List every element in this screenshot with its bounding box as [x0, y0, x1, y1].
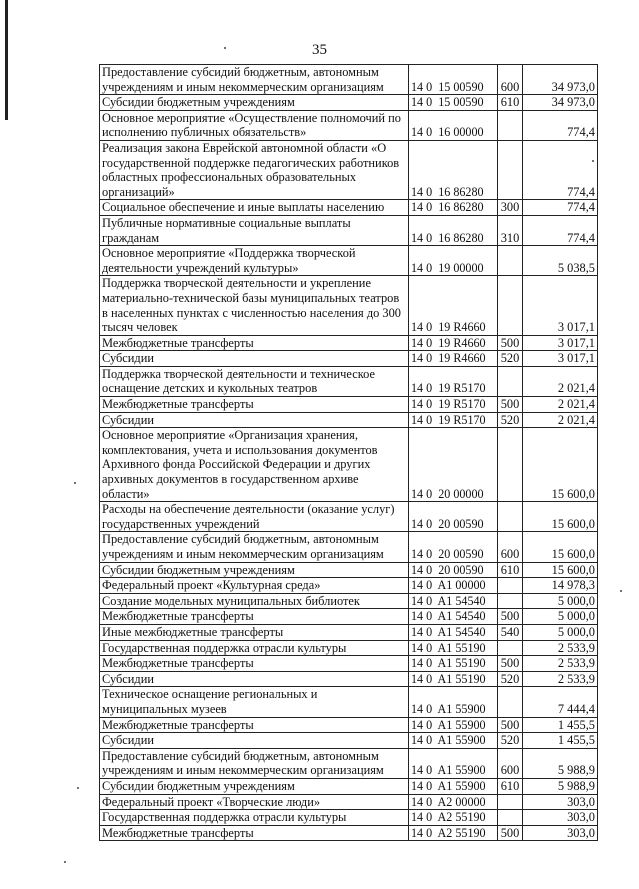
- row-code-cell: 14 0 19 R5170: [409, 412, 498, 428]
- table-row: [100, 748, 598, 778]
- row-code-cell: 14 0 16 86280: [409, 200, 498, 216]
- row-code-cell: 14 0 A1 55900: [409, 748, 498, 778]
- row-expense-type-cell: 500: [498, 825, 523, 841]
- row-code-cell: 14 0 20 00590: [409, 502, 498, 532]
- row-code-cell: 14 0 A1 55900: [409, 687, 498, 717]
- row-amount-cell: 34 973,0: [523, 65, 598, 95]
- row-code-cell: 14 0 19 R4660: [409, 351, 498, 367]
- row-expense-type-cell: 500: [498, 397, 523, 413]
- row-name-cell: Федеральный проект «Творческие люди»: [100, 794, 409, 810]
- row-code-cell: 14 0 16 86280: [409, 140, 498, 199]
- page-number: 35: [312, 42, 327, 58]
- row-code-cell: 14 0 A1 00000: [409, 578, 498, 594]
- row-amount-cell: 2 533,9: [523, 656, 598, 672]
- row-expense-type-cell: 310: [498, 215, 523, 245]
- row-code-cell: 14 0 A1 54540: [409, 624, 498, 640]
- table-row: [100, 366, 598, 396]
- table-row: [100, 215, 598, 245]
- table-row: [100, 351, 598, 367]
- row-amount-cell: 2 021,4: [523, 397, 598, 413]
- row-code-cell: 14 0 A1 55190: [409, 640, 498, 656]
- row-expense-type-cell: 500: [498, 335, 523, 351]
- row-code-cell: 14 0 A2 55190: [409, 810, 498, 826]
- row-expense-type-cell: 600: [498, 532, 523, 562]
- table-row: [100, 412, 598, 428]
- row-code-cell: 14 0 19 R5170: [409, 397, 498, 413]
- table-row: [100, 810, 598, 826]
- row-amount-cell: 5 988,9: [523, 748, 598, 778]
- table-row: [100, 428, 598, 502]
- table-row: [100, 200, 598, 216]
- row-name-cell: Межбюджетные трансферты: [100, 397, 409, 413]
- table-row: [100, 671, 598, 687]
- table-row: [100, 733, 598, 749]
- row-expense-type-cell: [498, 246, 523, 276]
- row-amount-cell: 15 600,0: [523, 562, 598, 578]
- row-name-cell: Социальное обеспечение и иные выплаты населению: [100, 200, 409, 216]
- row-amount-cell: 15 600,0: [523, 428, 598, 502]
- row-expense-type-cell: 600: [498, 65, 523, 95]
- row-name-cell: Предоставление субсидий бюджетным, автономным учреждениям и иным некоммерческим организациям: [100, 748, 409, 778]
- row-expense-type-cell: 500: [498, 609, 523, 625]
- row-code-cell: 14 0 19 R4660: [409, 335, 498, 351]
- row-name-cell: Государственная поддержка отрасли культуры: [100, 810, 409, 826]
- table-row: [100, 794, 598, 810]
- row-name-cell: Субсидии бюджетным учреждениям: [100, 778, 409, 794]
- row-expense-type-cell: 500: [498, 656, 523, 672]
- row-code-cell: 14 0 20 00590: [409, 562, 498, 578]
- scan-speck: [77, 787, 79, 789]
- row-expense-type-cell: 600: [498, 748, 523, 778]
- row-code-cell: 14 0 20 00590: [409, 532, 498, 562]
- row-expense-type-cell: 610: [498, 778, 523, 794]
- row-amount-cell: 3 017,1: [523, 276, 598, 335]
- table-row: [100, 825, 598, 841]
- row-expense-type-cell: [498, 810, 523, 826]
- row-amount-cell: 2 021,4: [523, 412, 598, 428]
- table-row: [100, 778, 598, 794]
- scan-speck: [74, 482, 76, 484]
- row-expense-type-cell: 520: [498, 351, 523, 367]
- row-expense-type-cell: [498, 640, 523, 656]
- row-code-cell: 14 0 A2 00000: [409, 794, 498, 810]
- row-amount-cell: 5 000,0: [523, 593, 598, 609]
- row-expense-type-cell: [498, 687, 523, 717]
- row-name-cell: Межбюджетные трансферты: [100, 609, 409, 625]
- row-expense-type-cell: 540: [498, 624, 523, 640]
- row-name-cell: Федеральный проект «Культурная среда»: [100, 578, 409, 594]
- row-code-cell: 14 0 A1 55900: [409, 733, 498, 749]
- row-expense-type-cell: [498, 593, 523, 609]
- row-amount-cell: 303,0: [523, 810, 598, 826]
- row-code-cell: 14 0 A1 54540: [409, 609, 498, 625]
- row-code-cell: 14 0 15 00590: [409, 95, 498, 111]
- row-code-cell: 14 0 16 86280: [409, 215, 498, 245]
- table-row: [100, 640, 598, 656]
- row-name-cell: Основное мероприятие «Осуществление полномочий по исполнению публичных обязательств»: [100, 110, 409, 140]
- row-name-cell: Основное мероприятие «Поддержка творческой деятельности учреждений культуры»: [100, 246, 409, 276]
- row-amount-cell: 14 978,3: [523, 578, 598, 594]
- row-amount-cell: 303,0: [523, 794, 598, 810]
- row-code-cell: 14 0 20 00000: [409, 428, 498, 502]
- row-expense-type-cell: 610: [498, 562, 523, 578]
- row-name-cell: Межбюджетные трансферты: [100, 717, 409, 733]
- row-amount-cell: 1 455,5: [523, 733, 598, 749]
- table-row: [100, 532, 598, 562]
- row-name-cell: Субсидии бюджетным учреждениям: [100, 95, 409, 111]
- row-name-cell: Иные межбюджетные трансферты: [100, 624, 409, 640]
- row-code-cell: 14 0 A1 55900: [409, 778, 498, 794]
- row-expense-type-cell: 520: [498, 733, 523, 749]
- row-name-cell: Поддержка творческой деятельности и укрепление материально-технической базы муниципальных театров в населенных пунктах с численностью населения до 300 тысяч человек: [100, 276, 409, 335]
- table-row: [100, 140, 598, 199]
- row-amount-cell: 15 600,0: [523, 502, 598, 532]
- row-expense-type-cell: 610: [498, 95, 523, 111]
- row-name-cell: Субсидии: [100, 671, 409, 687]
- row-expense-type-cell: [498, 794, 523, 810]
- row-expense-type-cell: [498, 110, 523, 140]
- row-amount-cell: 5 988,9: [523, 778, 598, 794]
- row-expense-type-cell: 520: [498, 412, 523, 428]
- row-amount-cell: 2 533,9: [523, 640, 598, 656]
- row-expense-type-cell: [498, 428, 523, 502]
- row-expense-type-cell: [498, 578, 523, 594]
- table-row: [100, 624, 598, 640]
- row-code-cell: 14 0 A1 54540: [409, 593, 498, 609]
- row-expense-type-cell: 520: [498, 671, 523, 687]
- row-code-cell: 14 0 16 00000: [409, 110, 498, 140]
- row-name-cell: Межбюджетные трансферты: [100, 656, 409, 672]
- row-name-cell: Субсидии: [100, 733, 409, 749]
- row-expense-type-cell: 300: [498, 200, 523, 216]
- row-amount-cell: 2 021,4: [523, 366, 598, 396]
- row-code-cell: 14 0 19 R5170: [409, 366, 498, 396]
- budget-table-body: [100, 65, 598, 841]
- row-name-cell: Субсидии: [100, 412, 409, 428]
- table-row: [100, 687, 598, 717]
- row-amount-cell: 774,4: [523, 215, 598, 245]
- row-amount-cell: 774,4: [523, 110, 598, 140]
- row-amount-cell: 3 017,1: [523, 335, 598, 351]
- row-name-cell: Техническое оснащение региональных и муниципальных музеев: [100, 687, 409, 717]
- row-amount-cell: 303,0: [523, 825, 598, 841]
- row-name-cell: Основное мероприятие «Организация хранения, комплектования, учета и использования документов Архивного фонда Российской Федерации и других архивных документов в государственном архиве области»: [100, 428, 409, 502]
- row-name-cell: Субсидии бюджетным учреждениям: [100, 562, 409, 578]
- row-expense-type-cell: [498, 502, 523, 532]
- table-row: [100, 717, 598, 733]
- row-name-cell: Предоставление субсидий бюджетным, автономным учреждениям и иным некоммерческим организациям: [100, 65, 409, 95]
- row-amount-cell: 774,4: [523, 140, 598, 199]
- row-code-cell: 14 0 A1 55190: [409, 656, 498, 672]
- row-name-cell: Публичные нормативные социальные выплаты гражданам: [100, 215, 409, 245]
- table-row: [100, 609, 598, 625]
- row-name-cell: Межбюджетные трансферты: [100, 825, 409, 841]
- row-name-cell: Предоставление субсидий бюджетным, автономным учреждениям и иным некоммерческим организациям: [100, 532, 409, 562]
- row-name-cell: Реализация закона Еврейской автономной области «О государственной поддержке педагогических работников областных профессиональных образовательных организаций»: [100, 140, 409, 199]
- row-name-cell: Субсидии: [100, 351, 409, 367]
- table-row: [100, 656, 598, 672]
- row-amount-cell: 2 533,9: [523, 671, 598, 687]
- row-amount-cell: 5 038,5: [523, 246, 598, 276]
- table-row: [100, 95, 598, 111]
- table-row: [100, 110, 598, 140]
- row-code-cell: 14 0 A2 55190: [409, 825, 498, 841]
- table-row: [100, 562, 598, 578]
- row-code-cell: 14 0 A1 55190: [409, 671, 498, 687]
- row-amount-cell: 34 973,0: [523, 95, 598, 111]
- row-amount-cell: 1 455,5: [523, 717, 598, 733]
- scan-speck: [620, 590, 622, 592]
- table-row: [100, 276, 598, 335]
- row-expense-type-cell: [498, 140, 523, 199]
- row-name-cell: Расходы на обеспечение деятельности (оказание услуг) государственных учреждений: [100, 502, 409, 532]
- row-amount-cell: 774,4: [523, 200, 598, 216]
- row-expense-type-cell: 500: [498, 717, 523, 733]
- row-amount-cell: 3 017,1: [523, 351, 598, 367]
- table-row: [100, 502, 598, 532]
- row-name-cell: Создание модельных муниципальных библиотек: [100, 593, 409, 609]
- table-row: [100, 65, 598, 95]
- row-amount-cell: 15 600,0: [523, 532, 598, 562]
- row-code-cell: 14 0 15 00590: [409, 65, 498, 95]
- row-code-cell: 14 0 19 00000: [409, 246, 498, 276]
- table-row: [100, 578, 598, 594]
- row-expense-type-cell: [498, 276, 523, 335]
- table-row: [100, 335, 598, 351]
- row-amount-cell: 5 000,0: [523, 609, 598, 625]
- scan-speck: [64, 861, 66, 863]
- table-row: [100, 397, 598, 413]
- row-amount-cell: 7 444,4: [523, 687, 598, 717]
- row-expense-type-cell: [498, 366, 523, 396]
- row-amount-cell: 5 000,0: [523, 624, 598, 640]
- table-row: [100, 246, 598, 276]
- budget-table: [99, 64, 598, 841]
- row-name-cell: Государственная поддержка отрасли культуры: [100, 640, 409, 656]
- row-name-cell: Поддержка творческой деятельности и техническое оснащение детских и кукольных театров: [100, 366, 409, 396]
- row-code-cell: 14 0 A1 55900: [409, 717, 498, 733]
- table-row: [100, 593, 598, 609]
- row-code-cell: 14 0 19 R4660: [409, 276, 498, 335]
- row-name-cell: Межбюджетные трансферты: [100, 335, 409, 351]
- scan-edge-line: [5, 0, 8, 120]
